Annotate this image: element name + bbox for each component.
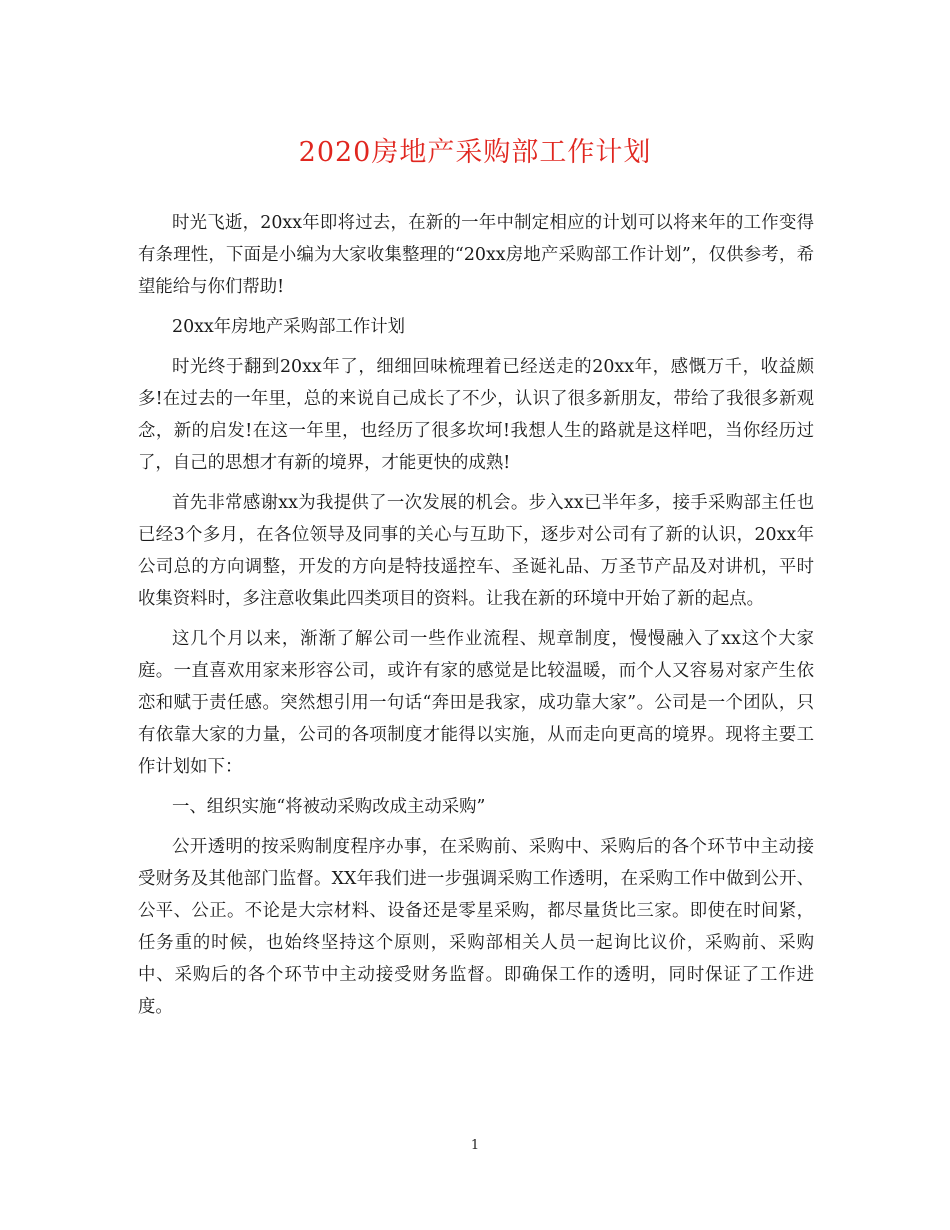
document-title: 2020房地产采购部工作计划 <box>298 137 652 168</box>
page-number: 1 <box>470 1138 480 1153</box>
paragraph-reflection: 时光终于翻到20xx年了，细细回味梳理着已经送走的20xx年，感慨万千，收益颇多!在过去的一年里，总的来说自己成长了不少，认识了很多新朋友，带给了我很多新观念，新的启发!在这一年里，也经历了很多坎坷!我想人生的路就是这样吧，当你经历过了，自己的思想才有新的境界，才能更快的成熟! <box>138 357 814 473</box>
section-heading-1: 一、组织实施“将被动采购改成主动采购” <box>172 797 486 817</box>
paragraph-thanks: 首先非常感谢xx为我提供了一次发展的机会。步入xx已半年多，接手采购部主任也已经3个多月，在各位领导及同事的关心与互助下，逐步对公司有了新的认识，20xx年公司总的方向调整，开发的方向是特技遥控车、圣诞礼品、万圣节产品及对讲机，平时收集资料时，多注意收集此四类项目的资料。让我在新的环境中开始了新的起点。 <box>138 493 814 609</box>
paragraph-subtitle: 20xx年房地产采购部工作计划 <box>172 317 406 337</box>
paragraph-procurement: 公开透明的按采购制度程序办事，在采购前、采购中、采购后的各个环节中主动接受财务及其他部门监督。XX年我们进一步强调采购工作透明，在采购工作中做到公开、公平、公正。不论是大宗材料、设备还是零星采购，都尽量货比三家。即使在时间紧，任务重的时候，也始终坚持这个原则，采购部相关人员一起询比议价，采购前、采购中、采购后的各个环节中主动接受财务监督。即确保工作的透明，同时保证了工作进度。 <box>138 837 814 1017</box>
paragraph-intro: 时光飞逝，20xx年即将过去，在新的一年中制定相应的计划可以将来年的工作变得有条理性，下面是小编为大家收集整理的“20xx房地产采购部工作计划”，仅供参考，希望能给与你们帮助! <box>138 213 814 297</box>
paragraph-team: 这几个月以来，渐渐了解公司一些作业流程、规章制度，慢慢融入了xx这个大家庭。一直喜欢用家来形容公司，或许有家的感觉是比较温暖，而个人又容易对家产生依恋和赋于责任感。突然想引用一句话“奔田是我家，成功靠大家”。公司是一个团队，只有依靠大家的力量，公司的各项制度才能得以实施，从而走向更高的境界。现将主要工作计划如下： <box>138 629 814 777</box>
document-body <box>138 207 814 1031</box>
